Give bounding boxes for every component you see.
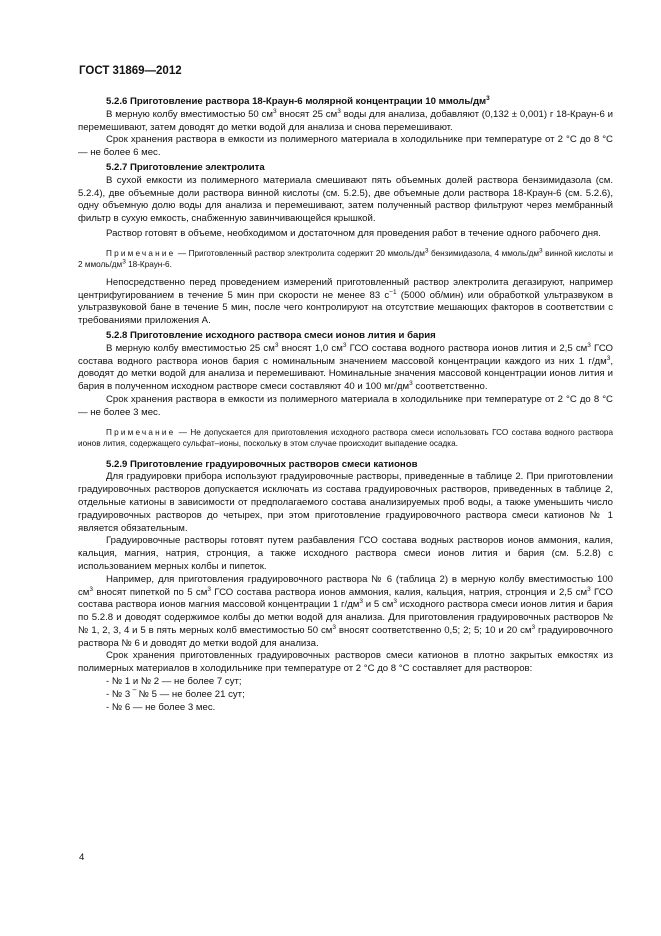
list-item: - № 3 ‾ № 5 — не более 21 сут;	[106, 688, 245, 700]
section-5-2-7-paragraph-3: Непосредственно перед проведением измерений приготовленный раствор электролита дегазируют, например центрифугированием в течение 5 мин при скорости не менее 83 $с^{-1}$ (5000 об/мин) или обработкой ультразвуком в ультразвуковой бане в течение 5 мин, после чего контролируют на отсутствие мешающих факторов в соответствии с требованиями приложения А.	[78, 276, 614, 327]
section-5-2-6-paragraph-2: Срок хранения раствора в емкости из полимерного материала в холодильнике при температуре от 2 °С до 8 °С — не более 6 мес.	[78, 134, 613, 159]
section-5-2-9-paragraph-4: Срок хранения приготовленных градуировочных растворов смеси катионов в плотно закрытых емкостях из полимерных материалов в холодильнике при температуре от 2 °С до 8 °С составляет для растворов:	[78, 650, 613, 675]
page-number: 4	[79, 852, 85, 863]
section-5-2-9-paragraph-1: Для градуировки прибора используют градуировочные растворы, приведенные в таблице 2. При приготовлении градуировочных растворов допускается исключать из состава градуировочных растворов, приведенных в таблице 2, отдельные катионы в зависимости от предполагаемого состава анализируемых проб воды, а также уменьшить число градуировочных растворов до четырех, при этом приготовление градуировочного раствора смеси катионов № 1 является обязательным.	[78, 471, 613, 534]
list-item: - № 1 и № 2 — не более 7 сут;	[106, 676, 242, 688]
section-5-2-8-note: Примечание — Не допускается для приготовления исходного раствора смеси использовать ГСО состава водного раствора ионов лития, содержащего сульфат–ионы, поскольку в этом случае происходит выпадение осадка.	[78, 427, 613, 448]
section-5-2-7-paragraph-2: Раствор готовят в объеме, необходимом и достаточном для проведения работ в течение одного рабочего дня.	[106, 227, 601, 239]
section-5-2-7-title: 5.2.7 Приготовление электролита	[106, 161, 265, 173]
document-body	[78, 94, 613, 714]
section-5-2-8-paragraph-1: В мерную колбу вместимостью 25 $см^3$ вносят 1,0 $см^3$ ГСО состава водного раствора ионов лития и 2,5 $см^3$ ГСО состава водного раствора ионов бария с номинальным значением массовой концентрации каждого из них 1 $г/дм^3$, доводят до метки водой для анализа и перемешивают. Номинальные значения массовой концентрации ионов лития и бария в полученном исходном растворе смеси составляют 40 и 100 $мг/дм^3$ соответственно.	[78, 341, 613, 393]
section-5-2-6-title: 5.2.6 Приготовление раствора 18-Краун-6 молярной концентрации 10 ммоль/$дм^3$	[106, 94, 490, 107]
list-item: - № 6 — не более 3 мес.	[106, 701, 216, 713]
section-5-2-6-paragraph-1: В мерную колбу вместимостью 50 $см^3$ вносят 25 $см^3$ воды для анализа, добавляют (0,132 ± 0,001) г 18-Краун-6 и перемешивают, затем доводят до метки водой для анализа и снова перемешивают.	[78, 107, 613, 133]
section-5-2-8-paragraph-2: Срок хранения раствора в емкости из полимерного материала в холодильнике при температуре от 2 °С до 8 °С — не более 3 мес.	[78, 393, 613, 418]
section-5-2-8-title: 5.2.8 Приготовление исходного раствора смеси ионов лития и бария	[106, 329, 436, 341]
section-5-2-9-paragraph-3: Например, для приготовления градуировочного раствора № 6 (таблица 2) в мерную колбу вместимостью 100 $см^3$ вносят пипеткой по 5 $см^3$ ГСО состава раствора ионов аммония, калия, кальция, натрия, стронция и 2,5 $см^3$ ГСО состава раствора ионов магния массовой концентрации 1 $г/дм^3$ и 5 $см^3$ исходного раствора смеси ионов лития и бария по 5.2.8 и доводят содержимое колбы до метки водой для анализа. Для приготовления градуировочных растворов №№ 1, 2, 3, 4 и 5 в пять мерных колб вместимостью 50 $см^3$ вносят соответственно 0,5; 2; 5; 10 и 20 $см^3$ градуировочного раствора № 6 и доводят до метки водой для анализа.	[78, 573, 613, 649]
section-5-2-7-paragraph-1: В сухой емкости из полимерного материала смешивают пять объемных долей раствора бензимидазола (см. 5.2.4), две объемные доли раствора винной кислоты (см. 5.2.5), две объемные доли раствора 18-Краун-6 (см. 5.2.6), одну объемную долю воды для анализа и перемешивают, затем полученный раствор фильтруют через мембранный фильтр в сухую емкость, снабженную завинчивающейся крышкой.	[78, 174, 613, 225]
section-5-2-9-title: 5.2.9 Приготовление градуировочных растворов смеси катионов	[106, 458, 418, 470]
document-header: ГОСТ 31869—2012	[79, 65, 182, 77]
section-5-2-7-note: Примечание — Приготовленный раствор электролита содержит 20 ммоль/$дм^3$ бензимидазола, 4 ммоль/$дм^3$ винной кислоты и 2 ммоль/$дм^3$ 18-Краун-6.	[78, 247, 613, 269]
section-5-2-9-paragraph-2: Градуировочные растворы готовят путем разбавления ГСО состава водных растворов ионов аммония, калия, кальция, магния, натрия, стронция, а также исходного раствора смеси ионов лития и бария (см. 5.2.8) с использованием мерных колбы и пипеток.	[78, 535, 613, 572]
